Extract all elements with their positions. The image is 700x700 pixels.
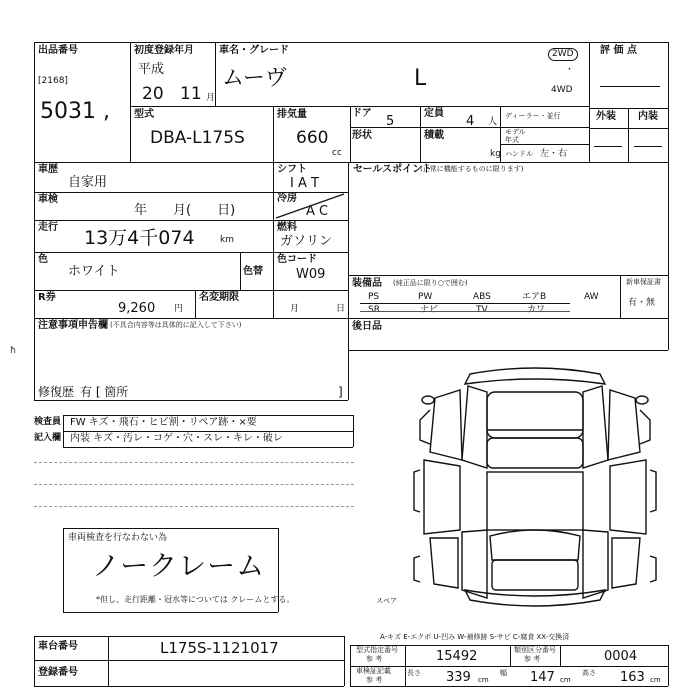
cc-unit: cc [332,148,342,158]
recycle-label: R券 [38,292,56,303]
lot-sub: [2168] [38,76,68,86]
ac-strike-mark [272,190,348,220]
capacity-unit: 人 [488,117,498,127]
ac-value: A C [306,204,329,219]
fuel-label: 燃料 [277,222,297,233]
equip-tv: TV [476,305,488,315]
type-num-value: 15492 [436,649,478,664]
equip-pw: PW [418,292,433,302]
model-value: DBA-L175S [150,128,245,148]
equipment-grid-line [360,303,570,304]
equip-airbag: エアB [522,292,547,302]
class-num-label2: 参 考 [524,655,541,663]
mileage-value: 13万4千074 [84,227,195,249]
equipment-strike-line [360,311,570,312]
ac-label: 冷房 [277,193,297,204]
size-label1: 車検証記載 [356,667,391,675]
exterior-dash [594,146,622,147]
deadline-label: 名変期限 [199,292,239,303]
claim-header: 車両検査を行なわない為 [68,533,168,543]
mileage-label: 走行 [38,222,58,233]
shift-value: I A T [290,176,319,191]
repair-close: ] [338,385,343,399]
score-label: 評 価 点 [600,45,637,56]
history-label: 車歴 [38,164,58,175]
equipment-label: 装備品 [352,278,382,289]
era: 平成 [138,62,165,77]
first-reg-label: 初度登録年月 [134,45,194,56]
class-num-label1: 類別区分番号 [514,646,556,654]
stray-mark: ħ [10,346,17,356]
model-label: 型式 [134,109,154,120]
length-label: 長さ [407,669,421,677]
month-unit: 月 [206,93,216,103]
reg-month: 11 [180,84,202,104]
sales-label: セールスポイント [353,164,433,175]
color-label: 色 [38,254,48,265]
deadline-month: 月 [290,304,300,314]
kg-unit: kg [490,149,501,159]
warranty-value: 有・無 [628,298,656,308]
spare-label: スペア [376,597,397,605]
score-dash [600,86,660,87]
inspector-row1: FW キズ・飛石・ヒビ割・リペア跡・×要 [70,417,257,428]
damage-legend: A-キズ E-エクボ U-凹み W-補修跡 S-サビ C-腐食 XX-交換済 [380,633,570,641]
displacement-label: 排気量 [277,109,307,120]
color-code-label: 色コード [277,254,317,265]
color-value: ホワイト [68,264,120,279]
reg-year: 20 [142,84,164,104]
handle-label: ハンドル [505,150,533,158]
length-value: 339 [446,670,471,685]
equip-abs: ABS [473,292,491,302]
type-num-label2: 参 考 [366,655,383,663]
deadline-day: 日 [336,304,346,314]
claim-main: ノークレーム [92,549,266,582]
history-value: 自家用 [68,175,108,190]
capacity-label: 定員 [424,108,444,119]
later-items-label: 後日品 [352,321,382,332]
height-label: 高さ [582,669,596,677]
warranty-label: 新車保証書 [626,278,661,286]
equip-sr: SR [368,305,380,315]
interior-dash [634,146,662,147]
chassis-value: L175S-1121017 [160,639,279,657]
drive-4wd: 4WD [551,85,573,95]
grade: L [414,66,427,91]
height-value: 163 [620,670,645,685]
capacity-value: 4 [466,114,475,129]
lot-label: 出品番号 [38,45,78,56]
recycle-value: 9,260 [118,301,156,316]
equipment-sub: (純正品に限り○で囲む) [393,279,468,287]
color-code-value: W09 [296,267,326,282]
notes-label: 注意事項申告欄 [38,320,108,331]
lot-comma: , [103,99,110,124]
width-cm: cm [560,676,571,684]
length-cm: cm [478,676,489,684]
car-body-diagram [400,360,670,620]
model-year-label2: 年式 [505,136,519,144]
shift-label: シフト [277,164,307,175]
inspector-label1: 検査員 [34,417,62,427]
drive-2wd-circled: 2WD [548,48,578,61]
interior-label: 内装 [638,111,658,122]
fuel-value: ガソリン [280,234,333,249]
displacement-value: 660 [296,128,329,148]
height-cm: cm [650,676,661,684]
km-unit: km [220,235,234,245]
load-label: 積載 [424,130,444,141]
doors-label: ドア [352,108,372,119]
equip-aw: AW [584,292,599,302]
lot-number: 5031 [40,99,96,124]
chassis-label: 車台番号 [38,641,78,652]
exterior-label: 外装 [596,111,616,122]
inspection-label: 車検 [38,194,58,205]
repair-label: 修復歴 [38,385,75,399]
class-num-value: 0004 [604,649,638,664]
shape-label: 形状 [352,130,372,141]
repair-value: 有 [ 箇所 [80,385,129,399]
drive-dot: ・ [565,65,575,75]
inspection-value: 年 月( 日) [134,203,236,218]
width-value: 147 [530,670,555,685]
handle-value: 左・右 [540,149,568,159]
doors-value: 5 [386,114,395,129]
car-name: ムーヴ [222,66,287,91]
equip-navi: ナビ [420,305,439,315]
inspector-label2: 記入欄 [34,433,62,443]
reg-label: 登録番号 [38,667,78,678]
size-label2: 参 考 [366,676,383,684]
model-year-label1: モデル [505,128,526,136]
name-grade-label: 車名・グレード [219,45,289,56]
sales-sub: (正常に機能するものに限ります) [420,165,524,173]
equip-leather: カワ [527,305,546,315]
type-num-label1: 型式指定番号 [356,646,398,654]
claim-note: *但し、走行距離・冠水等については クレームとする。 [96,595,295,604]
equip-ps: PS [368,292,380,302]
width-label: 幅 [500,669,507,677]
inspector-row2: 内装 キズ・汚レ・コゲ・穴・スレ・キレ・破レ [70,433,283,444]
yen-unit: 円 [174,304,184,314]
dealer-label: ディーラー・並行 [505,112,561,120]
notes-sub: (不具合内容等は具体的に記入して下さい) [110,321,242,329]
recolor-label: 色替 [243,266,263,277]
